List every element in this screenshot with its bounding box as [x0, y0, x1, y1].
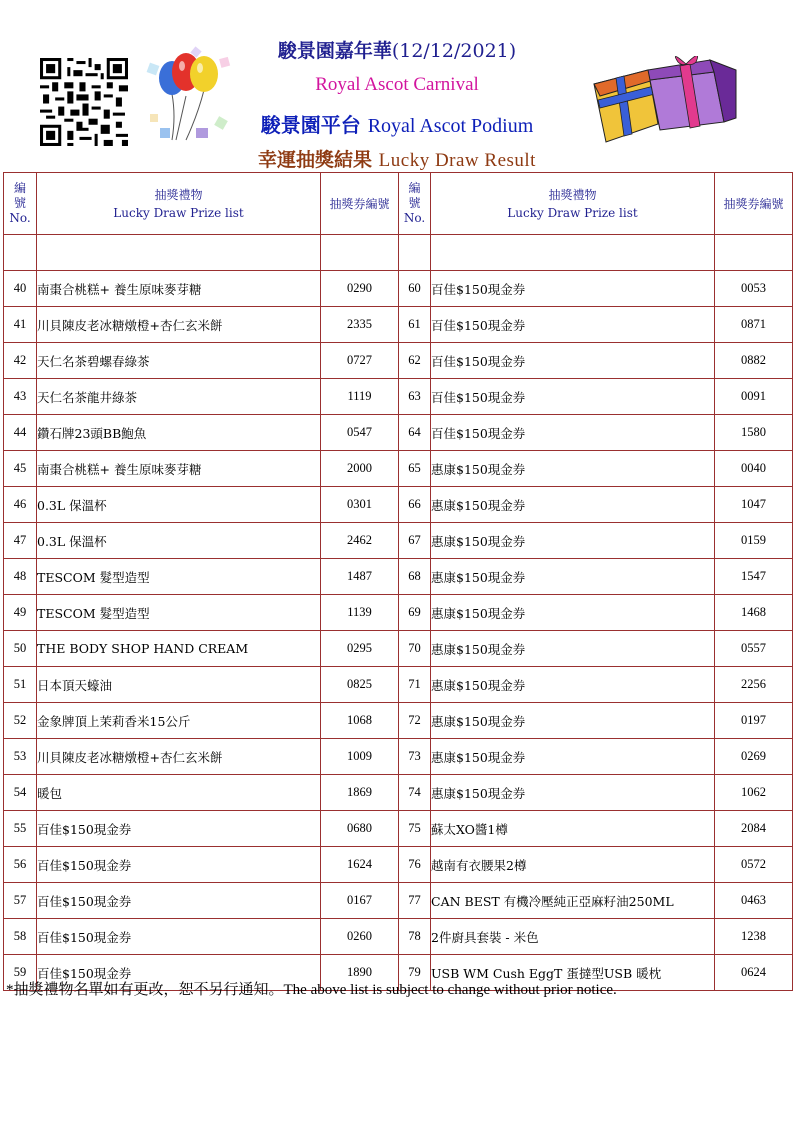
prize-name: 百佳$150現金券 [431, 379, 715, 415]
entry-no: 55 [4, 811, 37, 847]
ticket-number: 1624 [321, 847, 399, 883]
table-row [4, 415, 793, 451]
prize-name: CAN BEST 有機冷壓純正亞麻籽油250ML [431, 883, 715, 919]
prize-name: 惠康$150現金券 [431, 451, 715, 487]
table-row [4, 811, 793, 847]
entry-no: 48 [4, 559, 37, 595]
entry-no: 52 [4, 703, 37, 739]
ticket-number: 0053 [715, 271, 793, 307]
prize-name: 川貝陳皮老冰糖燉橙+杏仁玄米餅 [37, 307, 321, 343]
entry-no: 44 [4, 415, 37, 451]
ticket-number: 1869 [321, 775, 399, 811]
prize-name: 惠康$150現金券 [431, 775, 715, 811]
prize-name: 越南有衣腰果2樽 [431, 847, 715, 883]
prize-name: TESCOM 髮型造型 [37, 595, 321, 631]
entry-no: 79 [399, 955, 431, 991]
title-zh: 駿景園嘉年華 [277, 40, 392, 62]
ticket-number: 0260 [321, 919, 399, 955]
table-row [4, 883, 793, 919]
entry-no: 60 [399, 271, 431, 307]
table-row [4, 667, 793, 703]
ticket-number: 0290 [321, 271, 399, 307]
prize-name: 0.3L 保溫杯 [37, 523, 321, 559]
header-no: 編 號 No. [4, 173, 37, 235]
ticket-number: 0167 [321, 883, 399, 919]
entry-no: 56 [4, 847, 37, 883]
result-title [0, 145, 794, 172]
title-date: (12/12/2021) [391, 40, 517, 62]
prize-name: 惠康$150現金券 [431, 739, 715, 775]
table-row [4, 487, 793, 523]
result-zh: 幸運抽獎結果 [258, 149, 373, 171]
subtitle: Royal Ascot Carnival [315, 74, 479, 95]
ticket-number: 1468 [715, 595, 793, 631]
entry-no: 42 [4, 343, 37, 379]
entry-no: 53 [4, 739, 37, 775]
header-ticket: 抽獎券編號 [715, 173, 793, 235]
ticket-number: 0680 [321, 811, 399, 847]
table-row [4, 919, 793, 955]
ticket-number: 1580 [715, 415, 793, 451]
entry-no: 47 [4, 523, 37, 559]
ticket-number: 1009 [321, 739, 399, 775]
ticket-number: 0091 [715, 379, 793, 415]
ticket-number: 2084 [715, 811, 793, 847]
page-title [0, 36, 794, 63]
entry-no: 75 [399, 811, 431, 847]
entry-no: 64 [399, 415, 431, 451]
prize-name: 日本頂天蠔油 [37, 667, 321, 703]
platform-en: Royal Ascot Podium [367, 115, 534, 137]
prize-name: 川貝陳皮老冰糖燉橙+杏仁玄米餅 [37, 739, 321, 775]
entry-no: 58 [4, 919, 37, 955]
table-row [4, 271, 793, 307]
table-header-row [4, 173, 793, 235]
ticket-number: 1238 [715, 919, 793, 955]
ticket-number: 1139 [321, 595, 399, 631]
entry-no: 77 [399, 883, 431, 919]
prize-name: 惠康$150現金券 [431, 559, 715, 595]
entry-no: 59 [4, 955, 37, 991]
entry-no: 41 [4, 307, 37, 343]
ticket-number: 0269 [715, 739, 793, 775]
table-row [4, 343, 793, 379]
entry-no: 74 [399, 775, 431, 811]
entry-no: 78 [399, 919, 431, 955]
prize-name: 惠康$150現金券 [431, 703, 715, 739]
table-row [4, 847, 793, 883]
entry-no: 73 [399, 739, 431, 775]
header-spacer [4, 235, 793, 271]
entry-no: 43 [4, 379, 37, 415]
prize-name: 百佳$150現金券 [37, 847, 321, 883]
ticket-number: 0547 [321, 415, 399, 451]
prize-name: 暖包 [37, 775, 321, 811]
ticket-number: 2000 [321, 451, 399, 487]
ticket-number: 2256 [715, 667, 793, 703]
prize-name: 惠康$150現金券 [431, 595, 715, 631]
prize-name: 百佳$150現金券 [37, 955, 321, 991]
entry-no: 57 [4, 883, 37, 919]
prize-name: 天仁名茶龍井綠茶 [37, 379, 321, 415]
ticket-number: 0727 [321, 343, 399, 379]
prize-name: 蘇太XO醬1樽 [431, 811, 715, 847]
prize-name: 百佳$150現金券 [431, 271, 715, 307]
ticket-number: 0557 [715, 631, 793, 667]
header-ticket: 抽獎券編號 [321, 173, 399, 235]
entry-no: 45 [4, 451, 37, 487]
prize-name: 惠康$150現金券 [431, 523, 715, 559]
prize-name: TESCOM 髮型造型 [37, 559, 321, 595]
prize-name: 0.3L 保溫杯 [37, 487, 321, 523]
ticket-number: 1547 [715, 559, 793, 595]
table-row [4, 739, 793, 775]
table-row [4, 775, 793, 811]
entry-no: 69 [399, 595, 431, 631]
entry-no: 63 [399, 379, 431, 415]
entry-no: 71 [399, 667, 431, 703]
entry-no: 62 [399, 343, 431, 379]
header-prize: 抽獎禮物 Lucky Draw Prize list [37, 173, 321, 235]
ticket-number: 0040 [715, 451, 793, 487]
page-header [0, 0, 794, 172]
ticket-number: 0572 [715, 847, 793, 883]
footnote: *抽獎禮物名單如有更改，恕不另行通知。The above list is subject to change without prior notice. [6, 982, 617, 998]
prize-name: 金象牌頂上茉莉香米15公斤 [37, 703, 321, 739]
ticket-number: 0882 [715, 343, 793, 379]
entry-no: 65 [399, 451, 431, 487]
table-row [4, 451, 793, 487]
entry-no: 50 [4, 631, 37, 667]
prize-name: 百佳$150現金券 [37, 883, 321, 919]
table-row [4, 703, 793, 739]
prize-name: 百佳$150現金券 [431, 343, 715, 379]
entry-no: 46 [4, 487, 37, 523]
table-row [4, 307, 793, 343]
prize-name: 惠康$150現金券 [431, 667, 715, 703]
ticket-number: 0159 [715, 523, 793, 559]
ticket-number: 2462 [321, 523, 399, 559]
prize-name: 2件廚具套裝 - 米色 [431, 919, 715, 955]
ticket-number: 2335 [321, 307, 399, 343]
table-row [4, 559, 793, 595]
entry-no: 54 [4, 775, 37, 811]
ticket-number: 0825 [321, 667, 399, 703]
prize-name: 百佳$150現金券 [431, 307, 715, 343]
ticket-number: 1047 [715, 487, 793, 523]
entry-no: 67 [399, 523, 431, 559]
entry-no: 61 [399, 307, 431, 343]
table-row [4, 595, 793, 631]
prize-name: THE BODY SHOP HAND CREAM [37, 631, 321, 667]
ticket-number: 0463 [715, 883, 793, 919]
table-row [4, 379, 793, 415]
ticket-number: 1119 [321, 379, 399, 415]
ticket-number: 0197 [715, 703, 793, 739]
prize-name: 惠康$150現金券 [431, 631, 715, 667]
ticket-number: 1890 [321, 955, 399, 991]
platform-title [0, 109, 794, 138]
prize-name: 南棗合桃糕+ 養生原味麥芽糖 [37, 271, 321, 307]
prize-name: 百佳$150現金券 [431, 415, 715, 451]
ticket-number: 0871 [715, 307, 793, 343]
ticket-number: 1487 [321, 559, 399, 595]
ticket-number: 0295 [321, 631, 399, 667]
ticket-number: 0624 [715, 955, 793, 991]
header-no: 編 號 No. [399, 173, 431, 235]
table-row [4, 631, 793, 667]
entry-no: 51 [4, 667, 37, 703]
entry-no: 40 [4, 271, 37, 307]
ticket-number: 0301 [321, 487, 399, 523]
prize-name: 鑽石牌23頭BB鮑魚 [37, 415, 321, 451]
prize-name: 百佳$150現金券 [37, 811, 321, 847]
result-en: Lucky Draw Result [378, 150, 536, 171]
prize-name: 惠康$150現金券 [431, 487, 715, 523]
header-prize: 抽獎禮物 Lucky Draw Prize list [431, 173, 715, 235]
ticket-number: 1062 [715, 775, 793, 811]
prize-name: 南棗合桃糕+ 養生原味麥芽糖 [37, 451, 321, 487]
entry-no: 68 [399, 559, 431, 595]
prize-table-body [4, 271, 793, 991]
entry-no: 72 [399, 703, 431, 739]
entry-no: 76 [399, 847, 431, 883]
prize-name: 百佳$150現金券 [37, 919, 321, 955]
entry-no: 49 [4, 595, 37, 631]
ticket-number: 1068 [321, 703, 399, 739]
prize-name: 天仁名茶碧螺春綠茶 [37, 343, 321, 379]
platform-zh: 駿景園平台 [260, 113, 361, 137]
prize-name: USB WM Cush EggT 蛋撻型USB 暖枕 [431, 955, 715, 991]
entry-no: 70 [399, 631, 431, 667]
entry-no: 66 [399, 487, 431, 523]
prize-table [3, 172, 793, 991]
table-row [4, 523, 793, 559]
